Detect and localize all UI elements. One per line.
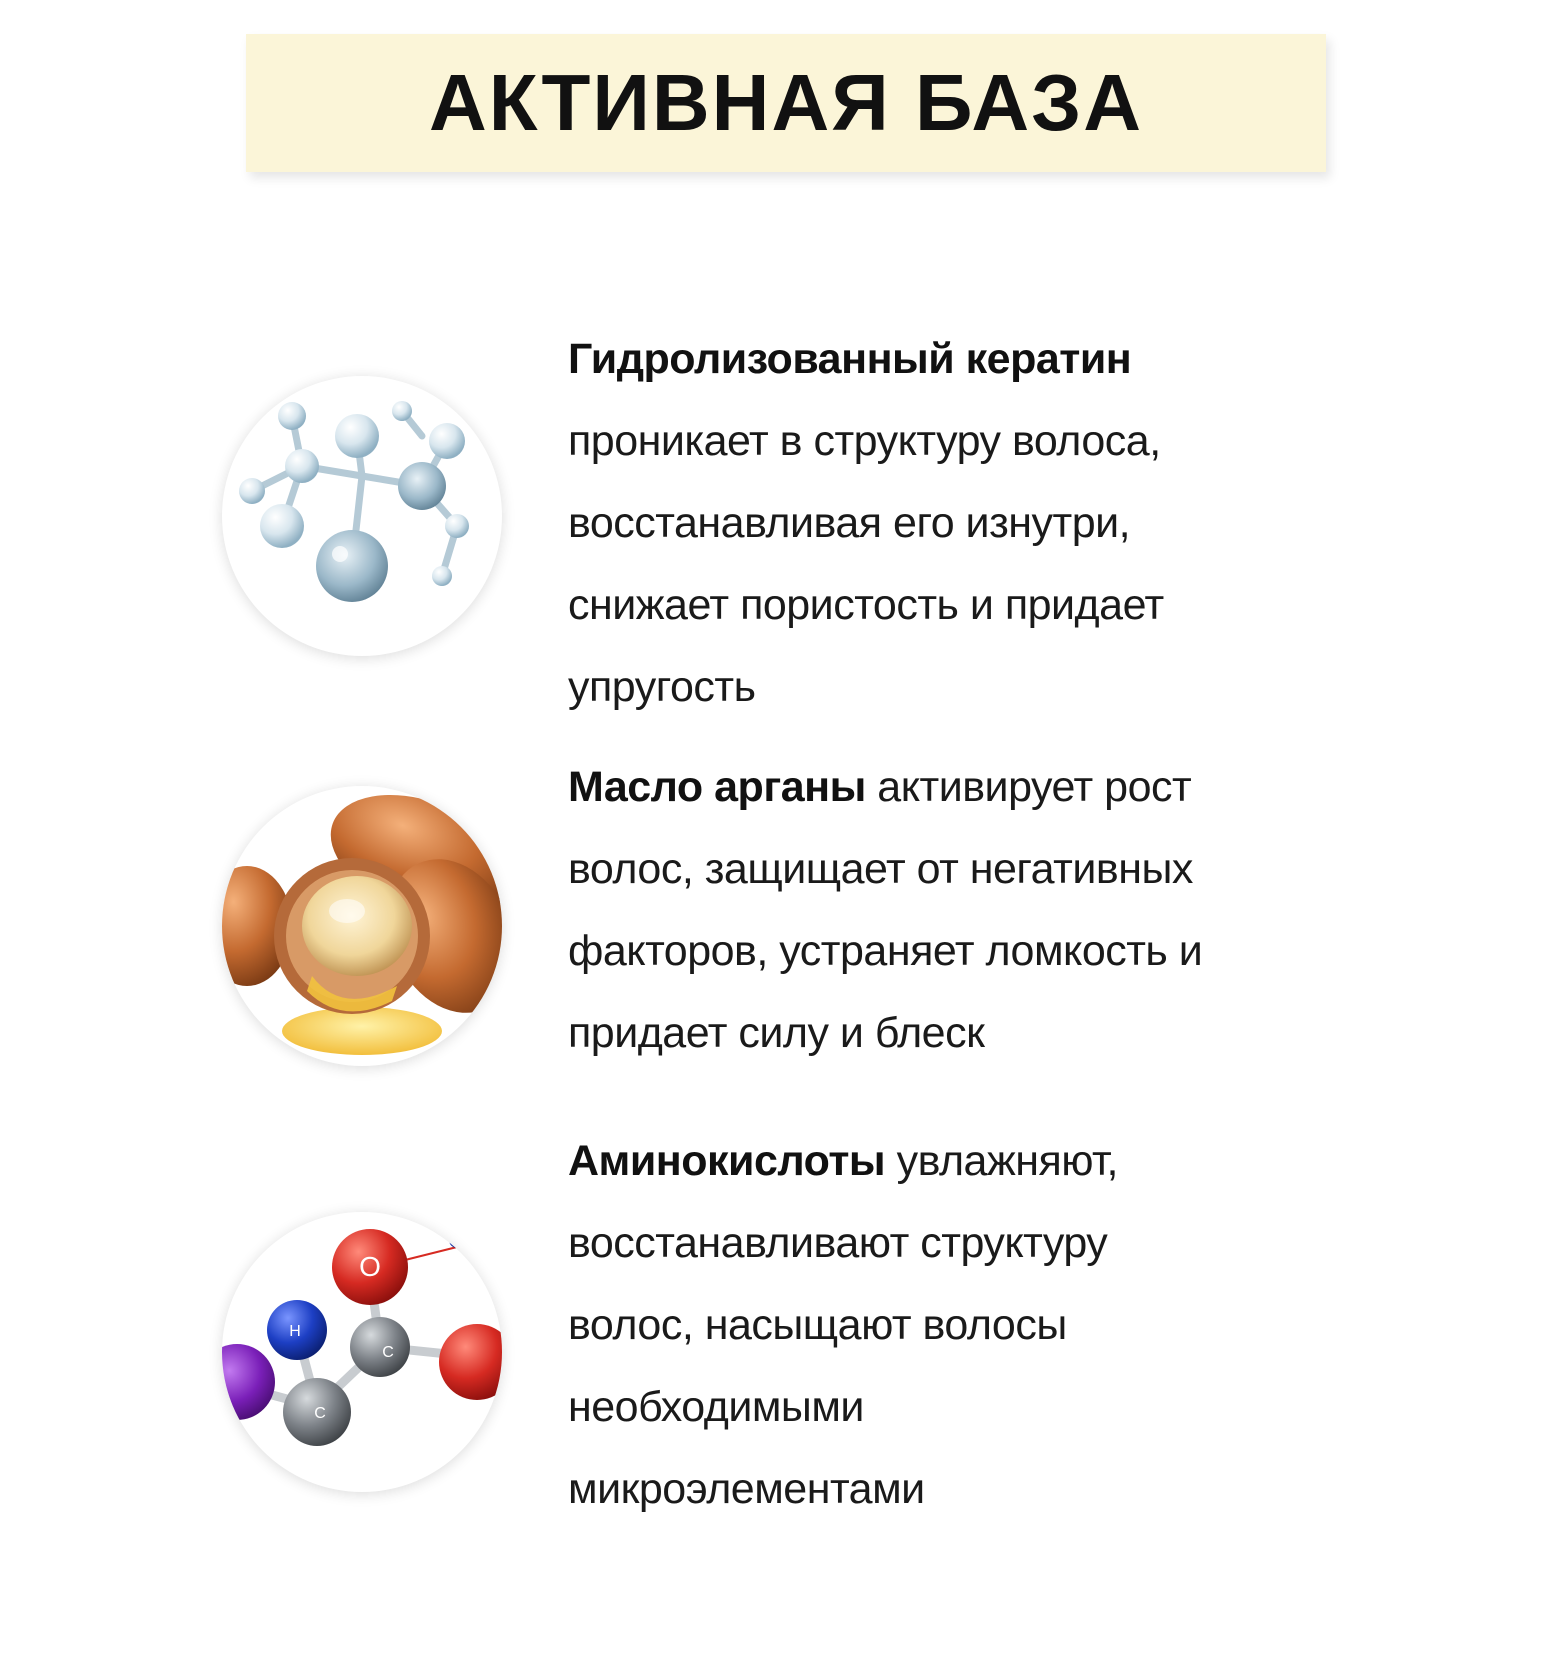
ingredient-argan-text	[568, 746, 1368, 1074]
ingredient-name: Аминокислоты	[568, 1137, 886, 1185]
ingredient-amino-text	[568, 1120, 1368, 1530]
ingredient-name: Гидролизованный кератин	[568, 335, 1132, 383]
description-rest: увлажняют,	[885, 1137, 1118, 1185]
description-line	[568, 746, 1368, 828]
description-line: волос, защищает от негативных	[568, 845, 1193, 893]
ingredient-name: Масло арганы	[568, 763, 866, 811]
atom-label-o: O	[359, 1251, 381, 1282]
description-line: восстанавливая его изнутри,	[568, 499, 1131, 547]
atom-label-c: C	[314, 1405, 326, 1422]
atom-label-c: C	[382, 1344, 394, 1361]
description-line: необходимыми	[568, 1383, 864, 1431]
keratin-molecule-icon	[222, 376, 502, 656]
description-line: снижает пористость и придает	[568, 581, 1164, 629]
description-line	[568, 1120, 1368, 1202]
atom-label-h: H	[289, 1323, 301, 1340]
description-rest: активирует рост	[865, 763, 1192, 811]
description-line: факторов, устраняет ломкость и	[568, 927, 1203, 975]
amino-acid-molecule-icon	[222, 1212, 502, 1492]
description-line: упругость	[568, 663, 756, 711]
description-line: восстанавливают структуру	[568, 1219, 1108, 1267]
description-line: придает силу и блеск	[568, 1009, 985, 1057]
description-line: микроэлементами	[568, 1465, 925, 1513]
argan-nut-icon	[222, 786, 502, 1066]
page-title: АКТИВНАЯ БАЗА	[428, 58, 1144, 147]
title-banner	[246, 34, 1326, 172]
description-line: проникает в структуру волоса,	[568, 417, 1161, 465]
ingredient-keratin-text	[568, 318, 1368, 728]
description-line: волос, насыщают волосы	[568, 1301, 1067, 1349]
